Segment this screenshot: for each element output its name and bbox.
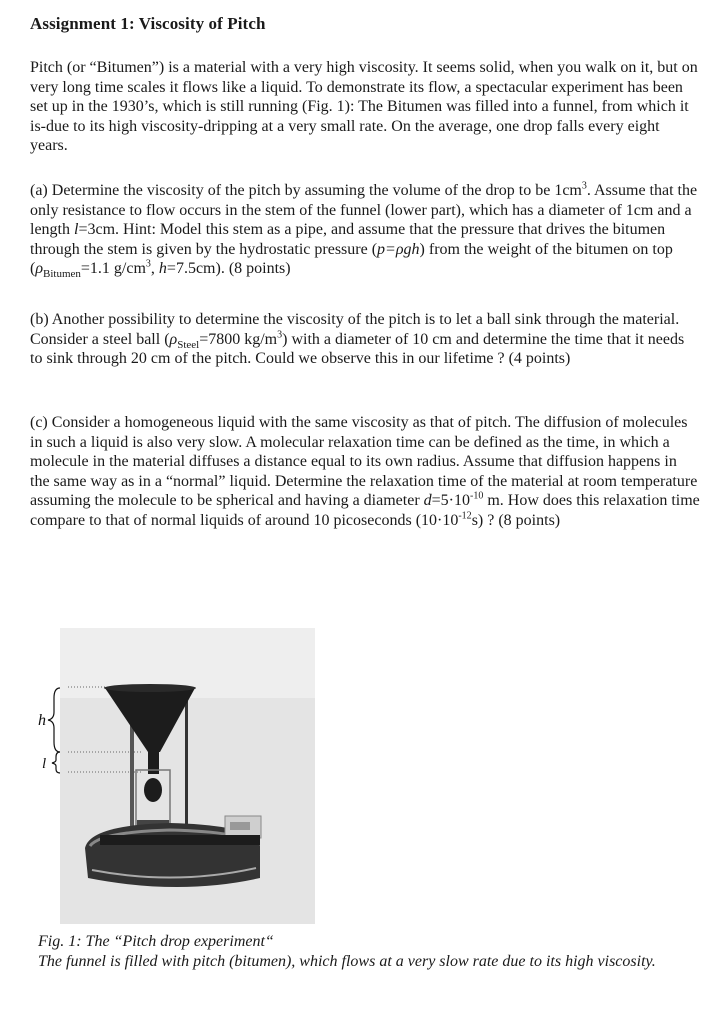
part-b-paragraph: (b) Another possibility to determine the viscosity of the pitch is to let a ball sink through the material. Consider a steel ball ($\rho_{Steel}=7800$ $kg/m^3$) with a diameter of 10 cm and determine the time that it needs to sink through 20 cm of the pitch. Could we observe this in our lifetime ? (4 points) [30,311,685,368]
support-pole [185,688,188,838]
part-c-paragraph: (c) Consider a homogeneous liquid with the same viscosity as that of pitch. The diffusion of molecules in such a liquid is also very slow. A molecular relaxation time can be defined as the time, in which a molecule in the material diffuses a distance equal to its own radius. Assume that diffusion happens in the same way as in a “normal” liquid. Determine the relaxation time of the material at room temperature assuming the molecule to be spherical and having a diameter $d=5\cdot 10^{-10}$ m. How does this relaxation time compare to that of normal liquids of around 10 picoseconds $(10\cdot 10^{-12}s)$ ? (8 points) [30,414,700,529]
pitch-drop-photo [30,620,320,925]
label-h: h [38,712,46,729]
caption-title: Fig. 1: The “Pitch drop experiment“ [38,933,274,950]
brace-l [52,752,60,773]
figure-caption [38,932,698,971]
part-a-paragraph: (a) Determine the viscosity of the pitch by assuming the volume of the drop to be $1cm^3$. Assume that the only resistance to flow occurs in the stem of the funnel (lower part), which has a diameter of 1cm and a length l=3cm. Hint: Model this stem as a pipe, and assume that the pressure that drives the bitumen through the stem is given by the hydrostatic pressure (p=ρgh) from the weight of the bitumen on top ($\rho_{Bitumen}=1.1$ $g/cm^3$, h=7.5cm). (8 points) [30,180,698,281]
brace-h [48,688,60,752]
pitch-drop [144,778,162,802]
intro-paragraph: Pitch (or “Bitumen”) is a material with a very high viscosity. It seems solid, when you walk on it, but on very long time scales it flows like a liquid. To demonstrate its flow, a spectacular experiment has been set up in the 1930’s, which is still running (Fig. 1): The Bitumen was filled into a funnel, from which it is-due to its high viscosity-dripping at a very small rate. On the average, one drop falls every eight years. [30,59,698,155]
label-l: l [42,756,47,772]
page-title: Assignment 1: Viscosity of Pitch [30,14,266,33]
pitch-drop-figure [30,620,320,925]
caption-body: The funnel is filled with pitch (bitumen), which flows at a very slow rate due to its high viscosity. [38,952,656,970]
